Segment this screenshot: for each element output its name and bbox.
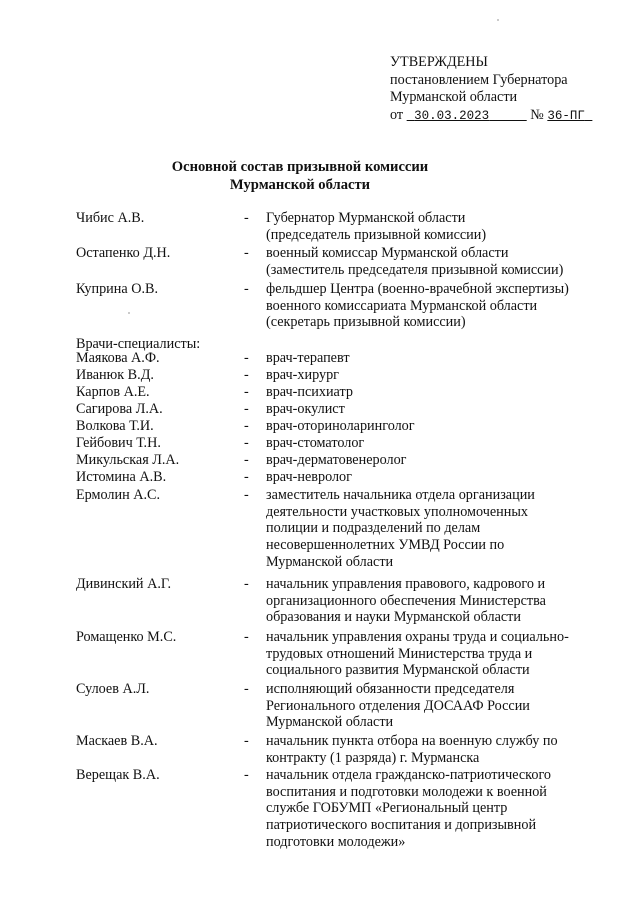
member-dash: - [244, 629, 249, 645]
member-position-line: (секретарь призывной комиссии) [266, 314, 466, 331]
scan-speck [497, 19, 499, 21]
member-position-line: Мурманской области [266, 714, 394, 731]
member-dash: - [244, 367, 249, 383]
member-position-line: военный комиссар Мурманской области [266, 245, 509, 261]
member-position-line: Регионального отделения ДОСААФ России [266, 697, 530, 714]
member-position [266, 452, 611, 469]
member-dash: - [244, 350, 249, 366]
member-position [266, 469, 611, 486]
member-name: Ермолин А.С. [76, 487, 161, 503]
title-line-2: Мурманской области [229, 177, 371, 193]
member-position-line: врач-стоматолог [266, 435, 365, 451]
member-dash: - [244, 452, 249, 468]
member-position-line: службе ГОБУМП «Региональный центр [266, 800, 508, 817]
member-position-line: Мурманской области [266, 553, 394, 570]
member-position [266, 418, 611, 435]
member-name: Верещак В.А. [76, 767, 160, 783]
member-position [266, 245, 611, 278]
member-position-line: трудовых отношений Министерства труда и [266, 645, 533, 662]
member-position-line: начальник управления правового, кадрового и [266, 576, 546, 592]
approved-label: УТВЕРЖДЕНЫ [390, 54, 488, 70]
member-dash: - [244, 681, 249, 697]
member-dash: - [244, 435, 249, 451]
member-position-line: организационного обеспечения Министерства [266, 592, 546, 609]
member-name: Куприна О.В. [76, 281, 159, 297]
member-position-line: деятельности участковых уполномоченных [266, 503, 528, 520]
member-position-line: социального развития Мурманской области [266, 662, 530, 679]
member-position-line: образования и науки Мурманской области [266, 609, 521, 626]
approval-number: 36-ПГ [547, 108, 585, 123]
member-position [266, 681, 611, 731]
member-position-line: патриотического воспитания и допризывной [266, 817, 537, 834]
member-position [266, 350, 611, 367]
member-dash: - [244, 210, 249, 226]
member-dash: - [244, 469, 249, 485]
member-dash: - [244, 767, 249, 783]
member-position [266, 367, 611, 384]
member-position [266, 281, 611, 331]
member-position-line: начальник пункта отбора на военную службу по [266, 733, 558, 749]
member-name: Сулоев А.Л. [76, 681, 150, 697]
approved-region-line: Мурманской области [390, 89, 518, 105]
member-position-line: начальник отдела гражданско-патриотического [266, 767, 552, 783]
member-name: Чибис А.В. [76, 210, 145, 226]
member-position-line: врач-психиатр [266, 384, 353, 400]
date-prefix: от [390, 106, 404, 123]
member-position [266, 733, 611, 766]
member-name: Остапенко Д.Н. [76, 245, 171, 261]
member-position-line: врач-окулист [266, 401, 345, 417]
member-position-line: врач-терапевт [266, 350, 350, 366]
number-prefix: № [530, 106, 544, 123]
approval-date: 30.03.2023 [414, 108, 490, 123]
member-position [266, 767, 611, 851]
approval-date-line [390, 107, 592, 126]
member-dash: - [244, 576, 249, 592]
member-name: Гейбович Т.Н. [76, 435, 161, 451]
member-name: Иванюк В.Д. [76, 367, 154, 383]
member-position-line: исполняющий обязанности председателя [266, 681, 515, 697]
member-position [266, 384, 611, 401]
member-position-line: несовершеннолетних УМВД России по [266, 537, 505, 554]
member-name: Ромащенко М.С. [76, 629, 177, 645]
member-position-line: врач-дерматовенеролог [266, 452, 407, 468]
member-position-line: фельдшер Центра (военно-врачебной экспертизы) [266, 281, 569, 297]
member-position-line: контракту (1 разряда) г. Мурманска [266, 749, 480, 766]
member-position [266, 401, 611, 418]
member-position-line: начальник управления охраны труда и социально- [266, 629, 569, 645]
member-name: Волкова Т.И. [76, 418, 154, 434]
member-name: Карпов А.Е. [76, 384, 150, 400]
member-position-line: (председатель призывной комиссии) [266, 226, 487, 243]
member-position-line: полиции и подразделений по делам [266, 520, 481, 537]
member-dash: - [244, 418, 249, 434]
member-name: Сагирова Л.А. [76, 401, 163, 417]
member-position [266, 435, 611, 452]
member-dash: - [244, 245, 249, 261]
member-dash: - [244, 384, 249, 400]
member-name: Микульская Л.А. [76, 452, 180, 468]
member-dash: - [244, 281, 249, 297]
member-position-line: заместитель начальника отдела организации [266, 487, 535, 503]
document-title [0, 158, 570, 194]
member-position-line: военного комиссариата Мурманской области [266, 297, 538, 314]
member-position-line: (заместитель председателя призывной комиссии) [266, 261, 564, 278]
member-position-line: подготовки молодежи» [266, 833, 406, 850]
member-name: Дивинский А.Г. [76, 576, 172, 592]
member-position-line: Губернатор Мурманской области [266, 210, 466, 226]
member-position [266, 629, 611, 679]
member-position [266, 210, 611, 243]
member-position-line: воспитания и подготовки молодежи к военной [266, 783, 547, 800]
specialists-heading: Врачи-специалисты: [76, 336, 201, 352]
member-position-line: врач-оториноларинголог [266, 418, 415, 434]
member-name: Маякова А.Ф. [76, 350, 160, 366]
scan-speck [128, 312, 130, 314]
member-dash: - [244, 487, 249, 503]
approved-by-line: постановлением Губернатора [390, 71, 568, 88]
member-name: Маскаев В.А. [76, 733, 158, 749]
member-position [266, 487, 611, 571]
member-name: Истомина А.В. [76, 469, 167, 485]
member-dash: - [244, 733, 249, 749]
member-position [266, 576, 611, 626]
member-dash: - [244, 401, 249, 417]
title-line-1: Основной состав призывной комиссии [171, 159, 429, 175]
approval-stamp [390, 54, 592, 125]
member-position-line: врач-невролог [266, 469, 352, 485]
member-position-line: врач-хирург [266, 367, 339, 383]
